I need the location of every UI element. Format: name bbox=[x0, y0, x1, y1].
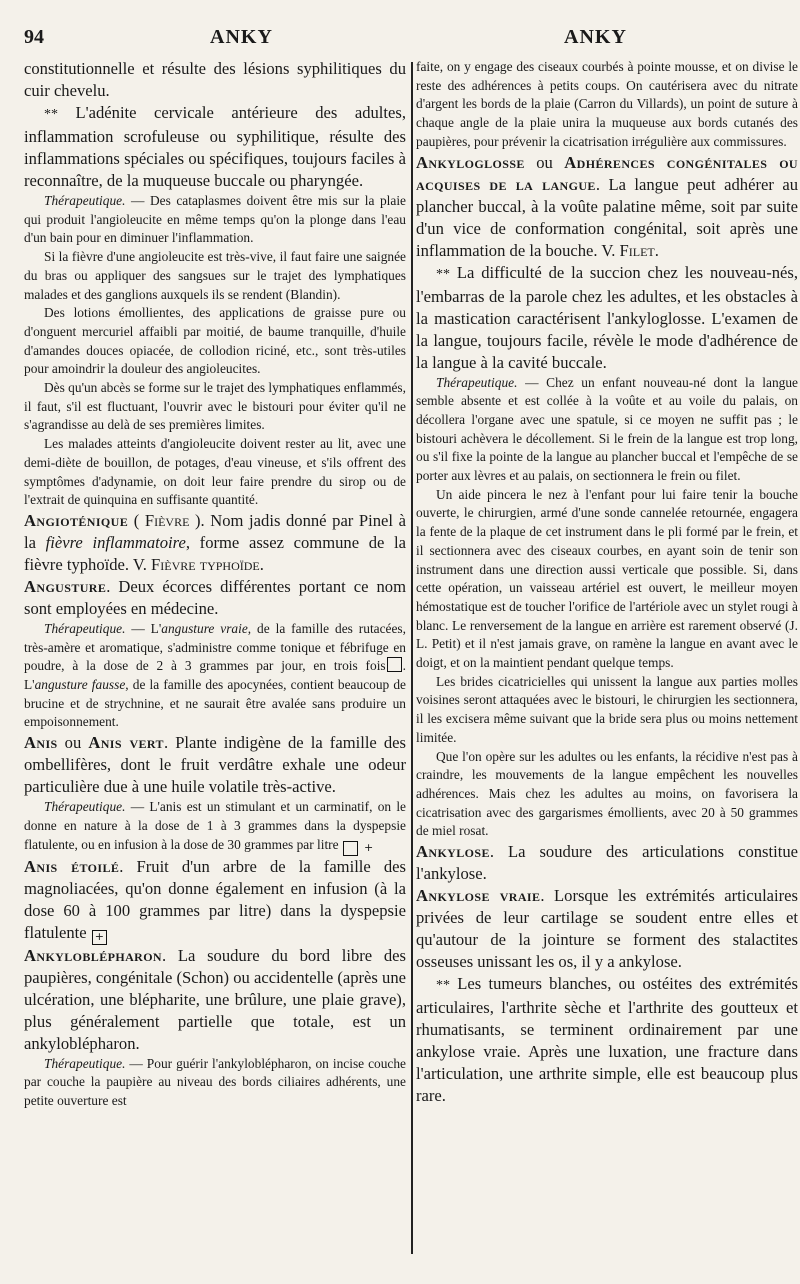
paragraph: Si la fièvre d'une angioleucite est très-vive, il faut faire une saignée du bras ou appliquer des sangsues sur le trajet des lymphatiques malades et des ganglions auxquels ils se rendent (Blandin). bbox=[24, 249, 406, 302]
right-column bbox=[416, 58, 798, 1107]
therapeutics-paragraph: Thérapeutique. — Pour guérir l'ankyloblépharon, on incise couche par couche la paupière au niveau des bords ciliaires adhérents, une petite ouverture est bbox=[24, 1055, 406, 1108]
headword: Anis étoilé bbox=[24, 856, 120, 876]
page-number: 94 bbox=[24, 26, 44, 48]
column-divider bbox=[411, 62, 413, 1254]
entry-ankylose-vraie: Ankylose vraie. Lorsque les extrémités articulaires privées de leur cartilage se soudent entre elles et qu'autour de la jointure se forment des stalactites osseuses unissant les os, il y a ankylose. bbox=[416, 886, 799, 972]
square-symbol-icon bbox=[387, 657, 402, 672]
therapeutics-paragraph: Thérapeutique. — L'anis est un stimulant et un carminatif, on le donne en nature à la dose de 1 à 3 grammes dans la dyspepsie flatulente, ou en infusion à la dose de 30 grammes par litre + bbox=[24, 799, 406, 854]
headword: Ankylose vraie bbox=[416, 886, 541, 906]
cross-reference: Fièvre typhoïde bbox=[151, 554, 260, 574]
section-label: Thérapeutique. bbox=[44, 1055, 126, 1071]
paragraph: Un aide pincera le nez à l'enfant pour lui faire tenir la bouche ouverte, le chirurgien, armé d'une sonde cannelée retournée, engagera la fente de la plaque de cet instrument dans le pli formé par le frein, et il sectionnera avec des ciseaux courbes, en ayant soin de tenir son instrument dans une direction aussi verticale que possible. Si, dans cette opération, un vaisseau artériel est ouvert, le meilleur moyen hémostatique est de toucher l'orifice de l'artériole avec un stylet rougi à blanc. Le renversement de la langue en arrière est rarement observé (J. L. Petit) et il n'est jamais grave, on ramène la langue en avant avec le doigt, et on la maintient pendant quelque temps. bbox=[416, 486, 798, 671]
left-running-title: ANKY bbox=[210, 26, 273, 48]
headword: Ankylose bbox=[416, 842, 490, 862]
entry-ankylose: Ankylose. La soudure des articulations constitue l'ankylose. bbox=[416, 842, 798, 884]
plus-box-icon: + bbox=[92, 930, 107, 945]
paragraph: ** L'adénite cervicale antérieure des adultes, inflammation scrofuleuse ou syphilitique, résulte des inflammations spéciales ou spécifiques, toujours faciles à reconnaître, de la muqueuse buccale ou pharyngée. bbox=[24, 103, 406, 190]
asterism-icon: * bbox=[436, 978, 443, 994]
section-label: Thérapeutique. bbox=[44, 620, 126, 636]
cross-reference: Fièvre bbox=[144, 510, 190, 530]
paragraph: Des lotions émollientes, des applications de graisse pure ou d'onguent mercuriel affaibli par moitié, de baume tranquille, d'huile d'amandes douces opiacée, de collodion riciné, etc., sont très-utiles pour amoindrir la douleur des angioleucites. bbox=[24, 305, 406, 377]
therapeutics-paragraph: Thérapeutique. — Des cataplasmes doivent être mis sur la plaie qui produit l'angioleucite en même temps qu'on la plonge dans l'eau d'un bain pour en diminuer l'inflammation. bbox=[24, 193, 406, 246]
therapeutics-paragraph: Thérapeutique. — L'angusture vraie, de la famille des rutacées, très-amère et aromatique, s'administre comme tonique et fébrifuge en poudre, à la dose de 2 à 3 grammes par jour, en trois fois . L'angusture fausse, de la famille des apocynées, contient beaucoup de brucine et de strychnine, et ne saurait être avalée sans produire un empoisonnement. bbox=[24, 620, 406, 730]
headword: Angusture bbox=[24, 576, 107, 596]
entry-angusture: Angusture. Deux écorces différentes portant ce nom sont employées en médecine. bbox=[24, 576, 406, 618]
paragraph: constitutionnelle et résulte des lésions syphilitiques du cuir chevelu. bbox=[24, 59, 406, 100]
therapeutics-paragraph: Thérapeutique. — Chez un enfant nouveau-né dont la langue semble absente et est collée à la voûte et au voile du palais, on décollera l'organe avec une spatule, si ce moyen ne suffit pas ; le bistouri achèvera le décollement. Si le frein de la langue est trop long, ou s'il fixe la pointe de la langue au plancher buccal et l'empêche de se porter aux lèvres et au palais, on sectionnera le frein ou filet. bbox=[416, 374, 798, 484]
entry-ankyloblepharon: Ankyloblépharon. La soudure du bord libre des paupières, congénitale (Schon) ou accidentelle (après une ulcération, une blépharite, une brûlure, une plaie grave), plus généralement partielle que totale, est un ankyloblépharon. bbox=[24, 945, 406, 1053]
paragraph: ** La difficulté de la succion chez les nouveau-nés, l'embarras de la parole chez les adultes, et les obstacles à la mastication caractérisent l'ankyloglosse. L'examen de la langue, toujours facile, révèle le mode d'adhérence de la langue à la cavité buccale. bbox=[416, 262, 798, 372]
headword: Angioténique bbox=[24, 510, 129, 530]
paragraph: Les brides cicatricielles qui unissent la langue aux parties molles voisines seront attaquées avec le bistouri, le chirurgien les sectionnera, il les excisera même suivant que la bride sera plus ou moins nettement limitée. bbox=[416, 673, 798, 745]
headword: Anis bbox=[24, 733, 58, 753]
plus-box-icon: + bbox=[343, 841, 358, 856]
entry-anis: Anis ou Anis vert. Plante indigène de la famille des ombellifères, dont le fruit verdâtre exhale une odeur particulière due à une huile volatile très-active. bbox=[24, 733, 406, 797]
paragraph: Dès qu'un abcès se forme sur le trajet des lymphatiques enflammés, il faut, s'il est fluctuant, l'ouvrir avec le bistouri pour éviter qu'il ne s'agrandisse au delà de ses premières limites. bbox=[24, 380, 406, 433]
asterism-icon: * bbox=[44, 107, 51, 122]
section-label: Thérapeutique. bbox=[44, 799, 126, 815]
headword: Anis vert bbox=[88, 733, 164, 753]
headword: Ankyloblépharon bbox=[24, 945, 162, 965]
entry-ankyloglosse: Ankyloglosse ou Adhérences congénitales ou acquises de la langue. La langue peut adhérer au plancher buccal, à la voûte palatine même, soit par suite d'un vice de conformation congénital, soit après une inflammation de la bouche. V. Filet. bbox=[416, 152, 798, 260]
right-running-title: ANKY bbox=[564, 26, 627, 48]
left-column bbox=[24, 58, 406, 1111]
section-label: Thérapeutique. bbox=[436, 374, 518, 390]
cross-reference: Filet bbox=[619, 240, 655, 260]
entry-anis-etoile: Anis étoilé. Fruit d'un arbre de la famille des magnoliacées, qu'on donne également en infusion (à la dose 60 à 100 grammes par litre) dans la dyspepsie flatulente + bbox=[24, 856, 406, 943]
page-header bbox=[24, 26, 782, 56]
entry-angiotenique: Angioténique ( Fièvre ). Nom jadis donné par Pinel à la fièvre inflammatoire, forme assez commune de la fièvre typhoïde. V. Fièvre typhoïde. bbox=[24, 510, 407, 574]
asterism-icon: * bbox=[436, 266, 443, 282]
section-label: Thérapeutique. bbox=[44, 193, 126, 208]
headword: Adhérences congénitales ou acquises de la langue bbox=[416, 152, 798, 194]
paragraph: Que l'on opère sur les adultes ou les enfants, la récidive n'est pas à craindre, les mouvements de la langue empêchent les nouvelles adhérences. Mais chez les adultes au moins, on favorisera la cicatrisation avec des gargarismes émollients, avec 20 à 50 grammes de miel rosat. bbox=[416, 748, 798, 839]
paragraph: faite, on y engage des ciseaux courbés à pointe mousse, et on divise le reste des adhérences à petits coups. On cautérisera avec du nitrate d'argent les bords de la plaie (Carron du Villards), un point de suture à chaque angle de la plaie unira la muqueuse aux bords cutanés des paupières, pour prévenir la cicatrisation irrégulière aux commissures. bbox=[416, 59, 798, 149]
paragraph: Les malades atteints d'angioleucite doivent rester au lit, avec une demi-diète de bouillon, de potages, d'eau vineuse, et s'ils offrent des symptômes d'adynamie, on doit leur faire prendre du sirop ou de l'extrait de quinquina en suffisante quantité. bbox=[24, 436, 406, 508]
headword: Ankyloglosse bbox=[416, 152, 525, 172]
paragraph: ** Les tumeurs blanches, ou ostéites des extrémités articulaires, l'arthrite sèche et l'arthrite des goutteux et rhumatisants, se terminent ordinairement par une ankylose vraie. Après une luxation, une fracture dans l'articulation, une arthrite simple, elle est beaucoup plus rare. bbox=[416, 974, 798, 1106]
